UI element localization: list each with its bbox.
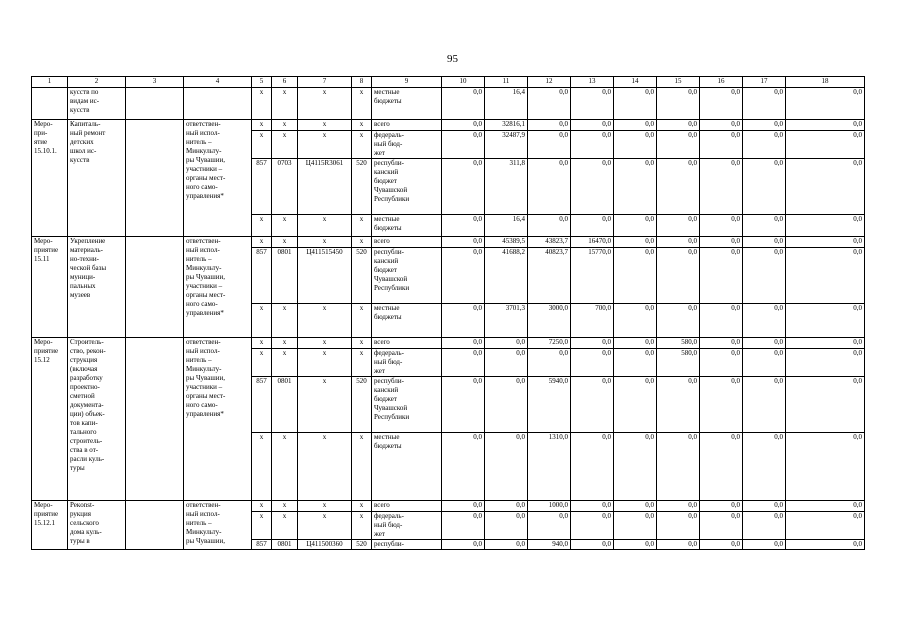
year-amount-cell: 0,0 xyxy=(700,501,743,512)
year-amount-cell: 0,0 xyxy=(442,215,485,237)
grbs-code-cell: x xyxy=(252,237,272,248)
funding-source-cell: федераль- ный бюд- жет xyxy=(372,349,442,377)
year-amount-cell: 0,0 xyxy=(614,377,657,433)
column-number-6: 6 xyxy=(272,77,298,88)
year-amount-cell: 0,0 xyxy=(614,501,657,512)
section-code-cell: x xyxy=(272,120,298,131)
target-article-cell: Ц4115R3061 xyxy=(298,159,352,215)
year-amount-cell: 0,0 xyxy=(700,88,743,120)
target-article-cell: x xyxy=(298,512,352,540)
year-amount-cell: 0,0 xyxy=(571,215,614,237)
year-amount-cell: 0,0 xyxy=(614,248,657,304)
year-amount-cell: 0,0 xyxy=(485,540,528,550)
year-amount-cell: 0,0 xyxy=(485,501,528,512)
year-amount-cell: 0,0 xyxy=(485,433,528,501)
year-amount-cell: 0,0 xyxy=(743,377,786,433)
budget-table xyxy=(31,76,865,550)
column-3-cell xyxy=(126,237,184,338)
year-amount-cell: 0,0 xyxy=(442,501,485,512)
year-amount-cell: 0,0 xyxy=(657,512,700,540)
year-amount-cell: 0,0 xyxy=(442,237,485,248)
year-amount-cell: 0,0 xyxy=(786,159,865,215)
funding-source-cell: республи- канский бюджет Чувашской Республики xyxy=(372,248,442,304)
year-amount-cell: 0,0 xyxy=(743,159,786,215)
executor-cell: ответствен- ный испол- нитель – Минкульту- ры Чувашии, участники – органы мест- ного само- управления* xyxy=(184,237,252,338)
year-amount-cell: 0,0 xyxy=(700,248,743,304)
year-amount-cell: 0,0 xyxy=(528,120,571,131)
expense-type-cell: x xyxy=(352,501,372,512)
year-amount-cell: 0,0 xyxy=(571,159,614,215)
year-amount-cell: 0,0 xyxy=(786,304,865,338)
executor-cell: ответствен- ный испол- нитель – Минкульту- ры Чувашии, участники – органы мест- ного само- управления* xyxy=(184,338,252,501)
year-amount-cell: 0,0 xyxy=(571,512,614,540)
grbs-code-cell: x xyxy=(252,215,272,237)
target-article-cell: x xyxy=(298,237,352,248)
event-name-cell: Рекonst- рукция сельского дома куль- туры в xyxy=(68,501,126,550)
year-amount-cell: 5940,0 xyxy=(528,377,571,433)
year-amount-cell: 0,0 xyxy=(743,88,786,120)
grbs-code-cell: x xyxy=(252,131,272,159)
year-amount-cell: 0,0 xyxy=(442,512,485,540)
column-number-5: 5 xyxy=(252,77,272,88)
year-amount-cell: 311,8 xyxy=(485,159,528,215)
year-amount-cell: 0,0 xyxy=(442,88,485,120)
section-code-cell: x xyxy=(272,433,298,501)
grbs-code-cell: x xyxy=(252,512,272,540)
expense-type-cell: x xyxy=(352,338,372,349)
year-amount-cell: 0,0 xyxy=(700,159,743,215)
year-amount-cell: 0,0 xyxy=(485,349,528,377)
section-code-cell: x xyxy=(272,304,298,338)
year-amount-cell: 0,0 xyxy=(657,237,700,248)
year-amount-cell: 0,0 xyxy=(700,237,743,248)
year-amount-cell: 0,0 xyxy=(442,338,485,349)
event-number-cell: Меро- приятие 15.12 xyxy=(32,338,68,501)
year-amount-cell: 15770,0 xyxy=(571,248,614,304)
section-code-cell: x xyxy=(272,512,298,540)
year-amount-cell: 0,0 xyxy=(786,131,865,159)
column-number-11: 11 xyxy=(485,77,528,88)
year-amount-cell: 0,0 xyxy=(786,88,865,120)
year-amount-cell: 0,0 xyxy=(786,433,865,501)
year-amount-cell: 0,0 xyxy=(528,131,571,159)
year-amount-cell: 0,0 xyxy=(614,131,657,159)
expense-type-cell: x xyxy=(352,120,372,131)
funding-source-cell: местные бюджеты xyxy=(372,215,442,237)
expense-type-cell: x xyxy=(352,237,372,248)
year-amount-cell: 0,0 xyxy=(571,88,614,120)
grbs-code-cell: 857 xyxy=(252,540,272,550)
year-amount-cell: 0,0 xyxy=(442,120,485,131)
year-amount-cell: 7250,0 xyxy=(528,338,571,349)
funding-source-cell: всего xyxy=(372,338,442,349)
year-amount-cell: 0,0 xyxy=(528,159,571,215)
year-amount-cell: 0,0 xyxy=(571,131,614,159)
expense-type-cell: 520 xyxy=(352,540,372,550)
year-amount-cell: 0,0 xyxy=(700,349,743,377)
year-amount-cell: 0,0 xyxy=(657,304,700,338)
year-amount-cell: 0,0 xyxy=(442,433,485,501)
year-amount-cell: 0,0 xyxy=(657,159,700,215)
funding-source-cell: республи- канский бюджет Чувашской Республики xyxy=(372,159,442,215)
event-name-cell: Укрепление материаль- но-техни- ческой базы муници- пальных музеев xyxy=(68,237,126,338)
funding-source-cell: республи- xyxy=(372,540,442,550)
column-number-header-row xyxy=(32,77,865,88)
grbs-code-cell: x xyxy=(252,433,272,501)
year-amount-cell: 0,0 xyxy=(657,377,700,433)
year-amount-cell: 0,0 xyxy=(571,338,614,349)
event-name-cell: Капиталь- ный ремонт детских школ ис- кусств xyxy=(68,120,126,237)
year-amount-cell: 0,0 xyxy=(657,215,700,237)
target-article-cell: x xyxy=(298,131,352,159)
grbs-code-cell: x xyxy=(252,88,272,120)
year-amount-cell: 1000,0 xyxy=(528,501,571,512)
year-amount-cell: 0,0 xyxy=(485,338,528,349)
grbs-code-cell: x xyxy=(252,120,272,131)
column-number-10: 10 xyxy=(442,77,485,88)
table-row xyxy=(32,237,865,248)
funding-source-cell: всего xyxy=(372,237,442,248)
section-code-cell: x xyxy=(272,131,298,159)
funding-source-cell: федераль- ный бюд- жет xyxy=(372,512,442,540)
year-amount-cell: 0,0 xyxy=(528,349,571,377)
year-amount-cell: 45389,5 xyxy=(485,237,528,248)
year-amount-cell: 0,0 xyxy=(614,237,657,248)
column-number-2: 2 xyxy=(68,77,126,88)
column-3-cell xyxy=(126,88,184,120)
year-amount-cell: 0,0 xyxy=(700,377,743,433)
year-amount-cell: 0,0 xyxy=(614,88,657,120)
funding-source-cell: местные бюджеты xyxy=(372,88,442,120)
section-code-cell: 0801 xyxy=(272,540,298,550)
target-article-cell: Ц411515450 xyxy=(298,248,352,304)
grbs-code-cell: x xyxy=(252,304,272,338)
year-amount-cell: 0,0 xyxy=(786,237,865,248)
year-amount-cell: 0,0 xyxy=(657,540,700,550)
executor-cell: ответствен- ный испол- нитель – Минкульту- ры Чувашии, участники – органы мест- ного само- управления* xyxy=(184,120,252,237)
funding-source-cell: местные бюджеты xyxy=(372,304,442,338)
year-amount-cell: 0,0 xyxy=(743,237,786,248)
year-amount-cell: 0,0 xyxy=(743,338,786,349)
funding-source-cell: федераль- ный бюд- жет xyxy=(372,131,442,159)
section-code-cell: x xyxy=(272,215,298,237)
year-amount-cell: 0,0 xyxy=(614,540,657,550)
column-3-cell xyxy=(126,501,184,550)
year-amount-cell: 0,0 xyxy=(442,131,485,159)
grbs-code-cell: 857 xyxy=(252,377,272,433)
year-amount-cell: 0,0 xyxy=(786,349,865,377)
year-amount-cell: 0,0 xyxy=(614,159,657,215)
table-body xyxy=(32,88,865,550)
table-row xyxy=(32,501,865,512)
target-article-cell: x xyxy=(298,304,352,338)
year-amount-cell: 0,0 xyxy=(743,512,786,540)
column-3-cell xyxy=(126,120,184,237)
column-number-15: 15 xyxy=(657,77,700,88)
year-amount-cell: 0,0 xyxy=(657,433,700,501)
year-amount-cell: 3701,3 xyxy=(485,304,528,338)
column-number-18: 18 xyxy=(786,77,865,88)
year-amount-cell: 0,0 xyxy=(700,338,743,349)
year-amount-cell: 0,0 xyxy=(743,304,786,338)
column-number-9: 9 xyxy=(372,77,442,88)
event-number-cell: Меро- при- ятие 15.10.1. xyxy=(32,120,68,237)
year-amount-cell: 40823,7 xyxy=(528,248,571,304)
year-amount-cell: 32816,1 xyxy=(485,120,528,131)
funding-source-cell: местные бюджеты xyxy=(372,433,442,501)
year-amount-cell: 0,0 xyxy=(571,377,614,433)
year-amount-cell: 0,0 xyxy=(528,88,571,120)
year-amount-cell: 0,0 xyxy=(786,512,865,540)
target-article-cell: x xyxy=(298,338,352,349)
year-amount-cell: 0,0 xyxy=(614,120,657,131)
year-amount-cell: 0,0 xyxy=(700,433,743,501)
year-amount-cell: 3000,0 xyxy=(528,304,571,338)
table-row xyxy=(32,120,865,131)
year-amount-cell: 0,0 xyxy=(657,120,700,131)
executor-cell: ответствен- ный испол- нитель – Минкульту- ры Чувашии, xyxy=(184,501,252,550)
year-amount-cell: 0,0 xyxy=(786,215,865,237)
year-amount-cell: 0,0 xyxy=(528,215,571,237)
column-number-7: 7 xyxy=(298,77,352,88)
year-amount-cell: 0,0 xyxy=(700,512,743,540)
grbs-code-cell: 857 xyxy=(252,248,272,304)
expense-type-cell: x xyxy=(352,512,372,540)
target-article-cell: x xyxy=(298,349,352,377)
year-amount-cell: 0,0 xyxy=(743,540,786,550)
target-article-cell: Ц411500360 xyxy=(298,540,352,550)
year-amount-cell: 0,0 xyxy=(657,248,700,304)
expense-type-cell: x xyxy=(352,88,372,120)
year-amount-cell: 0,0 xyxy=(657,131,700,159)
year-amount-cell: 0,0 xyxy=(614,433,657,501)
year-amount-cell: 0,0 xyxy=(571,501,614,512)
expense-type-cell: x xyxy=(352,215,372,237)
expense-type-cell: x xyxy=(352,349,372,377)
section-code-cell: x xyxy=(272,501,298,512)
year-amount-cell: 0,0 xyxy=(485,377,528,433)
table-row xyxy=(32,88,865,120)
column-number-16: 16 xyxy=(700,77,743,88)
year-amount-cell: 0,0 xyxy=(442,248,485,304)
year-amount-cell: 0,0 xyxy=(442,304,485,338)
year-amount-cell: 0,0 xyxy=(700,540,743,550)
column-number-13: 13 xyxy=(571,77,614,88)
year-amount-cell: 0,0 xyxy=(743,248,786,304)
target-article-cell: x xyxy=(298,88,352,120)
event-number-cell: Меро- приятие 15.12.1 xyxy=(32,501,68,550)
grbs-code-cell: x xyxy=(252,349,272,377)
column-number-17: 17 xyxy=(743,77,786,88)
column-number-4: 4 xyxy=(184,77,252,88)
year-amount-cell: 0,0 xyxy=(700,304,743,338)
year-amount-cell: 0,0 xyxy=(700,215,743,237)
year-amount-cell: 700,0 xyxy=(571,304,614,338)
target-article-cell: x xyxy=(298,433,352,501)
funding-source-cell: республи- канский бюджет Чувашской Республики xyxy=(372,377,442,433)
expense-type-cell: 520 xyxy=(352,159,372,215)
column-number-1: 1 xyxy=(32,77,68,88)
column-number-12: 12 xyxy=(528,77,571,88)
year-amount-cell: 0,0 xyxy=(700,120,743,131)
event-name-cell: кусств по видам ис- кусств xyxy=(68,88,126,120)
event-number-cell xyxy=(32,88,68,120)
budget-table-container xyxy=(31,76,864,550)
year-amount-cell: 0,0 xyxy=(743,501,786,512)
year-amount-cell: 0,0 xyxy=(786,501,865,512)
expense-type-cell: x xyxy=(352,304,372,338)
year-amount-cell: 0,0 xyxy=(528,512,571,540)
section-code-cell: x xyxy=(272,338,298,349)
column-number-3: 3 xyxy=(126,77,184,88)
year-amount-cell: 0,0 xyxy=(571,540,614,550)
year-amount-cell: 580,0 xyxy=(657,349,700,377)
year-amount-cell: 940,0 xyxy=(528,540,571,550)
funding-source-cell: всего xyxy=(372,501,442,512)
year-amount-cell: 0,0 xyxy=(614,512,657,540)
target-article-cell: x xyxy=(298,120,352,131)
section-code-cell: x xyxy=(272,88,298,120)
year-amount-cell: 0,0 xyxy=(786,120,865,131)
section-code-cell: x xyxy=(272,349,298,377)
funding-source-cell: всего xyxy=(372,120,442,131)
year-amount-cell: 0,0 xyxy=(442,159,485,215)
expense-type-cell: x xyxy=(352,131,372,159)
executor-cell xyxy=(184,88,252,120)
year-amount-cell: 0,0 xyxy=(743,131,786,159)
year-amount-cell: 43823,7 xyxy=(528,237,571,248)
page-number: 95 xyxy=(447,53,458,65)
year-amount-cell: 0,0 xyxy=(442,540,485,550)
year-amount-cell: 0,0 xyxy=(614,349,657,377)
year-amount-cell: 0,0 xyxy=(786,540,865,550)
year-amount-cell: 0,0 xyxy=(614,304,657,338)
event-number-cell: Меро- приятие 15.11 xyxy=(32,237,68,338)
year-amount-cell: 0,0 xyxy=(442,349,485,377)
year-amount-cell: 0,0 xyxy=(657,88,700,120)
year-amount-cell: 0,0 xyxy=(786,377,865,433)
year-amount-cell: 0,0 xyxy=(743,433,786,501)
year-amount-cell: 32487,9 xyxy=(485,131,528,159)
year-amount-cell: 1310,0 xyxy=(528,433,571,501)
target-article-cell: x xyxy=(298,377,352,433)
grbs-code-cell: 857 xyxy=(252,159,272,215)
year-amount-cell: 0,0 xyxy=(743,120,786,131)
year-amount-cell: 16,4 xyxy=(485,215,528,237)
column-3-cell xyxy=(126,338,184,501)
year-amount-cell: 41688,2 xyxy=(485,248,528,304)
year-amount-cell: 0,0 xyxy=(786,338,865,349)
year-amount-cell: 0,0 xyxy=(485,512,528,540)
year-amount-cell: 0,0 xyxy=(657,501,700,512)
year-amount-cell: 0,0 xyxy=(700,131,743,159)
year-amount-cell: 0,0 xyxy=(743,215,786,237)
year-amount-cell: 16470,0 xyxy=(571,237,614,248)
section-code-cell: 0801 xyxy=(272,248,298,304)
event-name-cell: Строитель- ство, рекон- струкция (включая разработку проектно- сметной документа- ции) объек- тов капи- тального строитель- ства в от- расли куль- туры xyxy=(68,338,126,501)
year-amount-cell: 0,0 xyxy=(786,248,865,304)
year-amount-cell: 0,0 xyxy=(614,215,657,237)
section-code-cell: 0801 xyxy=(272,377,298,433)
column-number-8: 8 xyxy=(352,77,372,88)
year-amount-cell: 0,0 xyxy=(743,349,786,377)
expense-type-cell: x xyxy=(352,433,372,501)
year-amount-cell: 580,0 xyxy=(657,338,700,349)
section-code-cell: 0703 xyxy=(272,159,298,215)
target-article-cell: x xyxy=(298,501,352,512)
year-amount-cell: 16,4 xyxy=(485,88,528,120)
year-amount-cell: 0,0 xyxy=(571,349,614,377)
expense-type-cell: 520 xyxy=(352,248,372,304)
target-article-cell: x xyxy=(298,215,352,237)
year-amount-cell: 0,0 xyxy=(571,120,614,131)
year-amount-cell: 0,0 xyxy=(614,338,657,349)
year-amount-cell: 0,0 xyxy=(571,433,614,501)
column-number-14: 14 xyxy=(614,77,657,88)
section-code-cell: x xyxy=(272,237,298,248)
grbs-code-cell: x xyxy=(252,338,272,349)
grbs-code-cell: x xyxy=(252,501,272,512)
year-amount-cell: 0,0 xyxy=(442,377,485,433)
table-row xyxy=(32,338,865,349)
expense-type-cell: 520 xyxy=(352,377,372,433)
